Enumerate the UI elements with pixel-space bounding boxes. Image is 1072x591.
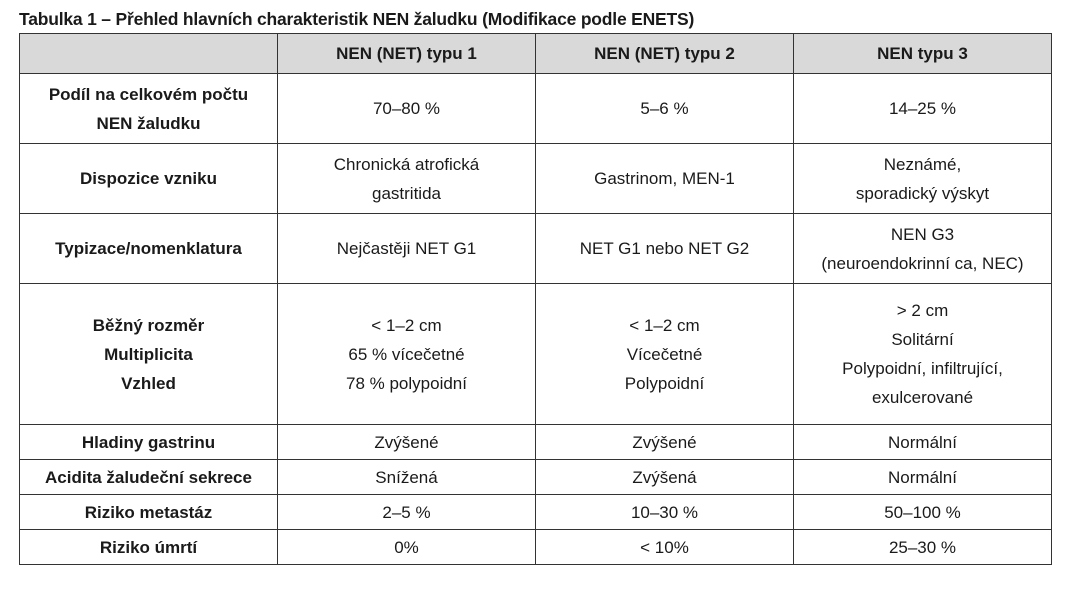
table-cell: 25–30 % <box>794 530 1052 565</box>
row-label: Podíl na celkovém počtu NEN žaludku <box>20 74 278 144</box>
header-cell-type-1: NEN (NET) typu 1 <box>278 34 536 74</box>
table-cell: NET G1 nebo NET G2 <box>536 214 794 284</box>
table-cell: Neznámé, sporadický výskyt <box>794 144 1052 214</box>
row-label: Běžný rozměr Multiplicita Vzhled <box>20 284 278 425</box>
header-cell-type-3: NEN typu 3 <box>794 34 1052 74</box>
table-caption: Tabulka 1 – Přehled hlavních charakteristik NEN žaludku (Modifikace podle ENETS) <box>19 9 695 29</box>
table-row <box>20 144 1052 214</box>
table-row <box>20 74 1052 144</box>
table-cell: Zvýšené <box>536 425 794 460</box>
table-row <box>20 214 1052 284</box>
header-cell-empty <box>20 34 278 74</box>
row-label: Hladiny gastrinu <box>20 425 278 460</box>
table-cell: > 2 cm Solitární Polypoidní, infiltrující, exulcerované <box>794 284 1052 425</box>
header-row <box>20 34 1052 74</box>
table-cell: 0% <box>278 530 536 565</box>
table-row <box>20 530 1052 565</box>
table-cell: Normální <box>794 460 1052 495</box>
table-row <box>20 425 1052 460</box>
row-label: Typizace/nomenklatura <box>20 214 278 284</box>
table-cell: Normální <box>794 425 1052 460</box>
row-label: Acidita žaludeční sekrece <box>20 460 278 495</box>
table-cell: Nejčastěji NET G1 <box>278 214 536 284</box>
table-cell: Gastrinom, MEN-1 <box>536 144 794 214</box>
row-label: Dispozice vzniku <box>20 144 278 214</box>
table-row <box>20 495 1052 530</box>
table-cell: 10–30 % <box>536 495 794 530</box>
table-row <box>20 460 1052 495</box>
table-cell: < 1–2 cm 65 % vícečetné 78 % polypoidní <box>278 284 536 425</box>
table-cell: Zvýšená <box>536 460 794 495</box>
table-cell: 70–80 % <box>278 74 536 144</box>
table-cell: Zvýšené <box>278 425 536 460</box>
table-cell: 14–25 % <box>794 74 1052 144</box>
table-cell: NEN G3 (neuroendokrinní ca, NEC) <box>794 214 1052 284</box>
table-cell: Chronická atrofická gastritida <box>278 144 536 214</box>
table-row <box>20 284 1052 425</box>
table-cell: < 10% <box>536 530 794 565</box>
table-cell: 5–6 % <box>536 74 794 144</box>
header-cell-type-2: NEN (NET) typu 2 <box>536 34 794 74</box>
table-cell: 2–5 % <box>278 495 536 530</box>
row-label: Riziko úmrtí <box>20 530 278 565</box>
table-cell: 50–100 % <box>794 495 1052 530</box>
row-label: Riziko metastáz <box>20 495 278 530</box>
table-cell: < 1–2 cm Vícečetné Polypoidní <box>536 284 794 425</box>
characteristics-table <box>19 33 1052 565</box>
table-cell: Snížená <box>278 460 536 495</box>
